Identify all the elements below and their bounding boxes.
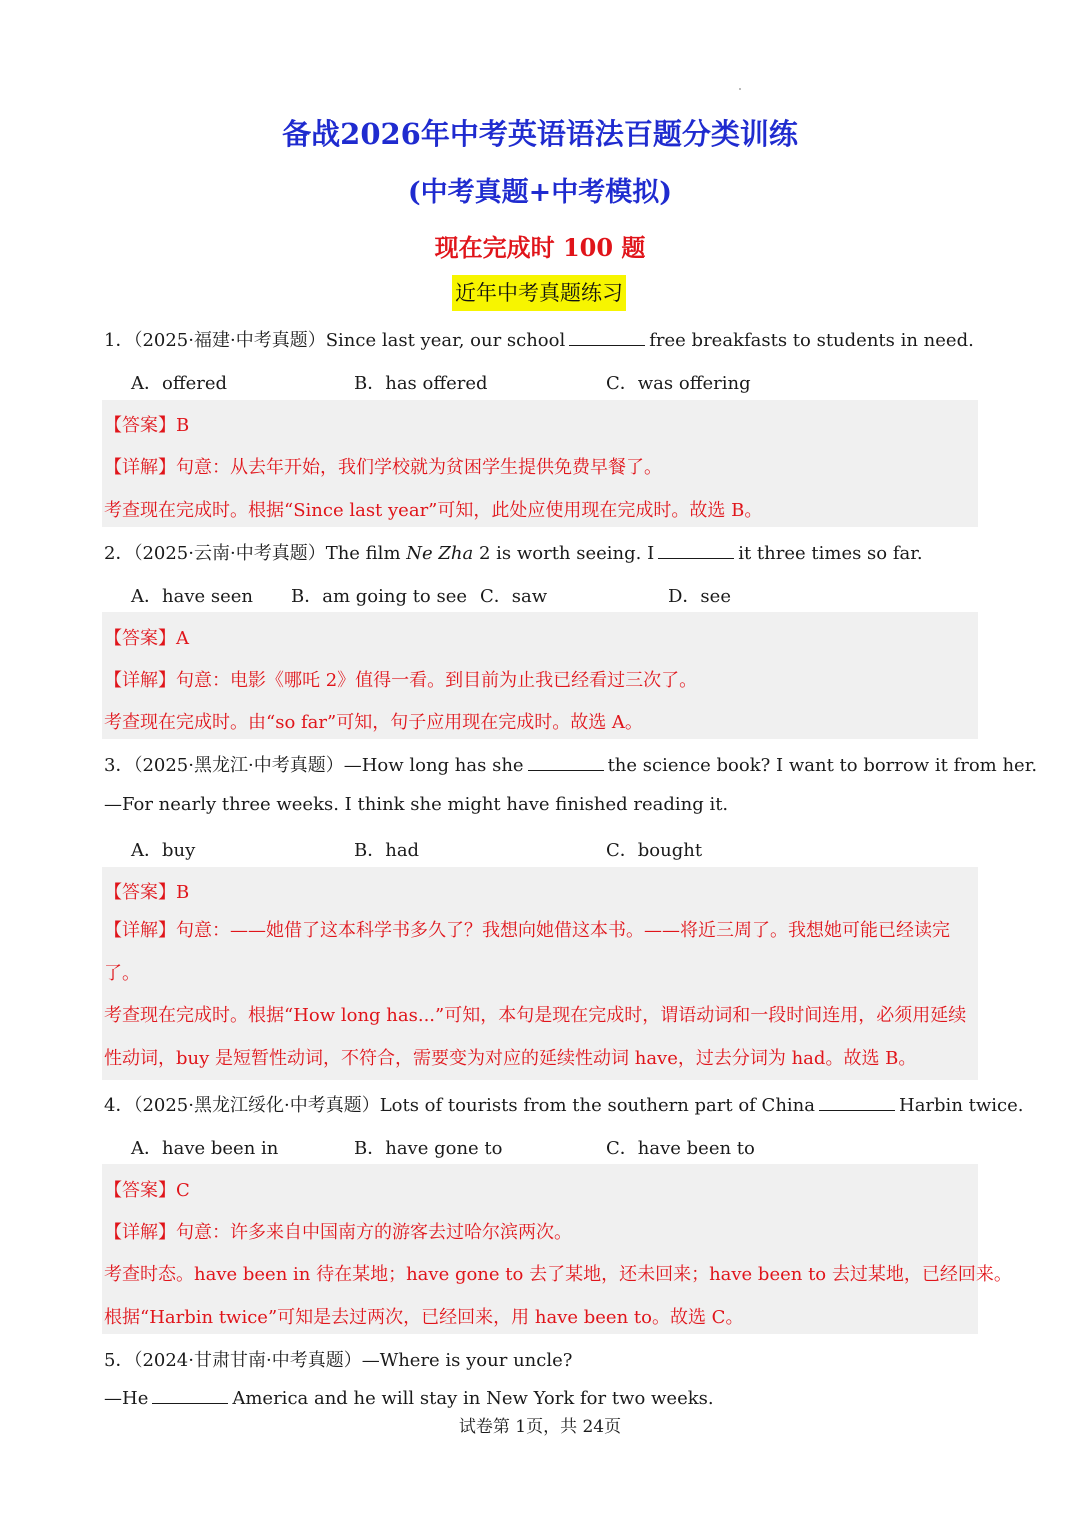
analysis-4-line-1: 考查时态。have been in 待在某地；have gone to 去了某地，还未回来；have been to 去过某地，已经回来。 <box>104 1264 1012 1285</box>
answer-blank <box>658 544 734 559</box>
question-2-stem-text: 2．（2025·云南·中考真题）The film <box>104 543 401 564</box>
question-3-reply: —For nearly three weeks. I think she might have finished reading it. <box>104 794 729 815</box>
question-2-option-b: B．am going to see <box>291 586 468 607</box>
detail-2: 【详解】句意：电影《哪吒 2》值得一看。到目前为止我已经看过三次了。 <box>104 670 698 691</box>
question-2-stem-mid: 2 is worth seeing. I <box>478 543 655 564</box>
question-3-stem <box>104 751 1037 777</box>
question-1-option-b: B．has offered <box>354 373 488 394</box>
document-title: 备战2026年中考英语语法百题分类训练 <box>282 117 798 151</box>
detail-3: 【详解】句意：——她借了这本科学书多久了？我想向她借这本书。——将近三周了。我想她可能已经读完了。 <box>104 920 950 984</box>
answer-blank <box>819 1096 895 1111</box>
question-5-reply-text-end: America and he will stay in New York for two weeks. <box>232 1388 714 1409</box>
question-3-stem-text-end: the science book? I want to borrow it from her. <box>607 755 1038 776</box>
answer-2: 【答案】A <box>104 628 189 649</box>
detail-1: 【详解】句意：从去年开始，我们学校就为贫困学生提供免费早餐了。 <box>104 457 662 478</box>
topic-heading: 现在完成时 100 题 <box>434 233 646 262</box>
analysis-3: 考查现在完成时。根据“How long has...”可知，本句是现在完成时，谓语动词和一段时间连用，必须用延续性动词，buy 是短暂性动词，不符合，需要变为对应的延续性动词 have，过去分词为 had。故选 B。 <box>104 1005 967 1069</box>
question-1-stem <box>104 326 974 352</box>
answer-blank <box>528 756 604 771</box>
question-1-option-c: C．was offering <box>606 373 751 394</box>
question-4-option-c: C．have been to <box>606 1138 755 1159</box>
analysis-1: 考查现在完成时。根据“Since last year”可知，此处应使用现在完成时。故选 B。 <box>104 500 763 521</box>
answer-3: 【答案】B <box>104 882 190 903</box>
question-2-option-d: D．see <box>668 586 731 607</box>
question-3-option-c: C．bought <box>606 840 703 861</box>
question-4-stem-text-end: Harbin twice. <box>899 1095 1024 1116</box>
detail-4: 【详解】句意：许多来自中国南方的游客去过哈尔滨两次。 <box>104 1222 572 1243</box>
question-4-stem <box>104 1091 1023 1117</box>
question-3-stem-text: 3．（2025·黑龙江·中考真题）—How long has she <box>104 755 524 776</box>
question-4-stem-text: 4．（2025·黑龙江绥化·中考真题）Lots of tourists from the southern part of China <box>104 1095 815 1116</box>
question-5-reply <box>104 1388 714 1409</box>
question-3-option-b: B．had <box>354 840 420 861</box>
answer-1: 【答案】B <box>104 415 190 436</box>
question-1-option-a: A．offered <box>131 373 228 394</box>
film-title: Ne Zha <box>406 543 474 564</box>
question-2-stem-text-end: it three times so far. <box>738 543 923 564</box>
analysis-4-line-2: 根据“Harbin twice”可知是去过两次，已经回来，用 have been to。故选 C。 <box>104 1307 744 1328</box>
question-5-reply-text: —He <box>104 1388 149 1409</box>
question-2-option-a: A．have seen <box>131 586 254 607</box>
question-2-option-c: C．saw <box>480 586 548 607</box>
analysis-2: 考查现在完成时。由“so far”可知，句子应用现在完成时。故选 A。 <box>104 712 643 733</box>
question-4-option-b: B．have gone to <box>354 1138 503 1159</box>
question-4-option-a: A．have been in <box>131 1138 279 1159</box>
document-subtitle: (中考真题+中考模拟) <box>407 177 673 208</box>
question-5-stem: 5．（2024·甘肃甘南·中考真题）—Where is your uncle? <box>104 1350 573 1371</box>
question-1-stem-text-end: free breakfasts to students in need. <box>649 330 974 351</box>
page-footer: 试卷第 1页，共 24页 <box>458 1417 622 1437</box>
question-2-stem <box>104 539 923 565</box>
section-heading-highlighted: 近年中考真题练习 <box>452 275 626 311</box>
answer-blank <box>152 1389 228 1404</box>
answer-blank <box>569 331 645 346</box>
answer-4: 【答案】C <box>104 1180 190 1201</box>
page-speck <box>739 88 741 90</box>
question-3-option-a: A．buy <box>131 840 196 861</box>
question-1-stem-text: 1．（2025·福建·中考真题）Since last year, our school <box>104 330 566 351</box>
